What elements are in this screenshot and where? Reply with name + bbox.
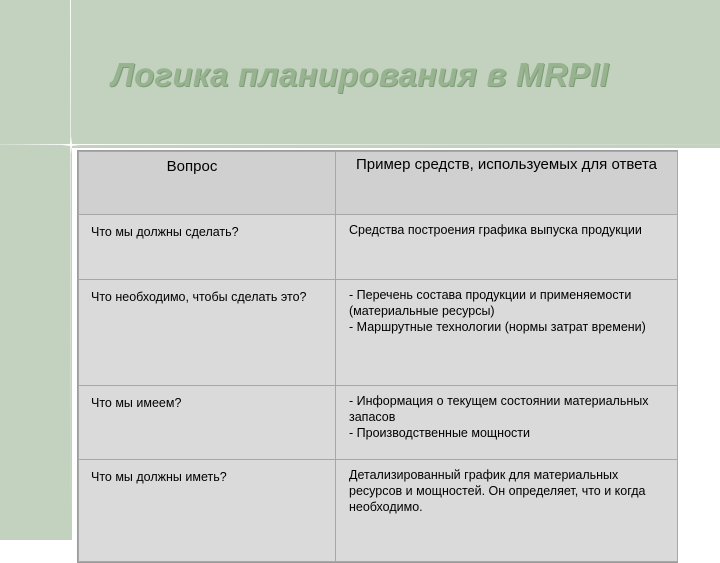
question-cell: Что необходимо, чтобы сделать это? [79, 280, 336, 386]
table-row [79, 386, 678, 460]
answer-line: - Маршрутные технологии (нормы затрат времени) [349, 320, 646, 334]
planning-table [77, 150, 678, 563]
answer-line: - Информация о текущем состоянии материальных запасов [349, 394, 649, 424]
question-cell: Что мы должны сделать? [79, 215, 336, 280]
answer-line: - Производственные мощности [349, 426, 530, 440]
decorative-horizontal-line [0, 144, 720, 145]
table-header-row [79, 152, 678, 215]
header-answer-cell [336, 152, 678, 215]
answer-line: Детализированный график для материальных ресурсов и мощностей. Он определяет, что и когда необходимо. [349, 468, 646, 514]
table-row [79, 280, 678, 386]
left-margin-background [0, 148, 72, 540]
table-row [79, 460, 678, 562]
table [78, 151, 678, 562]
header-answer: Пример средств, используемых для ответа [355, 156, 658, 173]
question-cell: Что мы должны иметь? [79, 460, 336, 562]
table-row [79, 215, 678, 280]
header-question-cell [79, 152, 336, 215]
answer-line: Средства построения графика выпуска продукции [349, 223, 642, 237]
answer-cell [336, 215, 678, 280]
answer-cell [336, 280, 678, 386]
answer-cell [336, 460, 678, 562]
slide-title: Логика планирования в MRPII [111, 56, 609, 93]
question-cell: Что мы имеем? [79, 386, 336, 460]
header-question: Вопрос [166, 158, 218, 175]
answer-cell [336, 386, 678, 460]
answer-line: - Перечень состава продукции и применяемости (материальные ресурсы) [349, 288, 632, 318]
